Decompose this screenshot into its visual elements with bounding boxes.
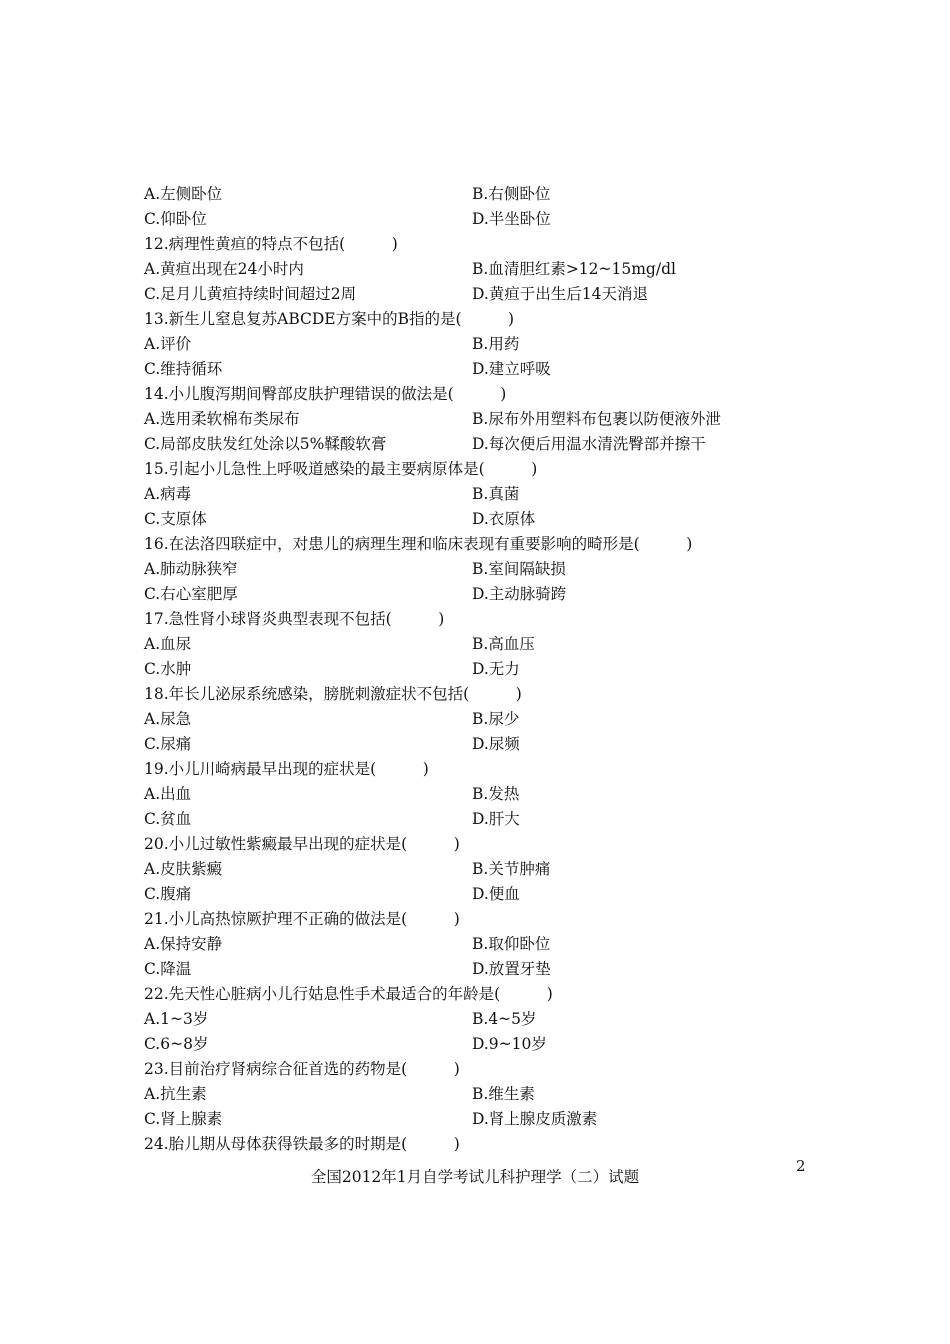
option-left: C.右心室肥厚 (144, 585, 238, 603)
question-text: 21.小儿高热惊厥护理不正确的做法是( ) (144, 910, 460, 928)
option-left: A.血尿 (144, 635, 192, 653)
question-text: 23.目前治疗肾病综合征首选的药物是( ) (144, 1060, 460, 1078)
option-left: A.黄疸出现在24小时内 (144, 260, 304, 278)
question-row (144, 832, 844, 857)
question-text: 22.先天性心脏病小儿行姑息性手术最适合的年龄是( ) (144, 985, 553, 1003)
option-right: D.便血 (472, 885, 520, 903)
option-left: C.支原体 (144, 510, 207, 528)
options-row (144, 582, 844, 607)
question-text: 16.在法洛四联症中，对患儿的病理生理和临床表现有重要影响的畸形是( ) (144, 535, 693, 553)
option-left: A.1~3岁 (144, 1010, 209, 1028)
option-left: C.水肿 (144, 660, 192, 678)
question-row (144, 457, 844, 482)
option-left: A.出血 (144, 785, 192, 803)
option-right: D.半坐卧位 (472, 210, 551, 228)
option-right: D.9~10岁 (472, 1035, 547, 1053)
option-left: C.6~8岁 (144, 1035, 209, 1053)
option-right: B.高血压 (472, 635, 535, 653)
question-row (144, 232, 844, 257)
options-row (144, 432, 844, 457)
option-right: D.黄疸于出生后14天消退 (472, 285, 649, 303)
option-left: A.病毒 (144, 485, 192, 503)
option-left: A.评价 (144, 335, 192, 353)
option-right: D.肾上腺皮质激素 (472, 1110, 598, 1128)
option-left: A.选用柔软棉布类尿布 (144, 410, 300, 428)
option-left: C.局部皮肤发红处涂以5%鞣酸软膏 (144, 435, 387, 453)
question-row (144, 307, 844, 332)
question-row (144, 982, 844, 1007)
options-row (144, 257, 844, 282)
options-row (144, 207, 844, 232)
option-left: A.保持安静 (144, 935, 223, 953)
options-row (144, 932, 844, 957)
options-row (144, 407, 844, 432)
option-right: D.衣原体 (472, 510, 536, 528)
options-row (144, 557, 844, 582)
option-left: A.左侧卧位 (144, 185, 223, 203)
options-row (144, 732, 844, 757)
option-left: C.降温 (144, 960, 192, 978)
option-right: B.用药 (472, 335, 520, 353)
question-text: 12.病理性黄疸的特点不包括( ) (144, 235, 398, 253)
options-row (144, 357, 844, 382)
option-right: D.放置牙垫 (472, 960, 551, 978)
options-row (144, 632, 844, 657)
page-number: 2 (796, 1157, 806, 1175)
page-footer: 全国2012年1月自学考试儿科护理学（二）试题 (310, 1168, 640, 1186)
question-text: 24.胎儿期从母体获得铁最多的时期是( ) (144, 1135, 460, 1153)
option-right: B.尿布外用塑料布包裹以防便液外泄 (472, 410, 721, 428)
option-right: B.血清胆红素>12~15mg/dl (472, 260, 676, 278)
options-row (144, 657, 844, 682)
option-left: C.仰卧位 (144, 210, 207, 228)
options-row (144, 282, 844, 307)
question-text: 18.年长儿泌尿系统感染，膀胱刺激症状不包括( ) (144, 685, 522, 703)
option-right: B.尿少 (472, 710, 520, 728)
question-row (144, 382, 844, 407)
options-row (144, 1032, 844, 1057)
options-row (144, 857, 844, 882)
question-text: 19.小儿川崎病最早出现的症状是( ) (144, 760, 429, 778)
options-row (144, 807, 844, 832)
option-left: C.维持循环 (144, 360, 223, 378)
options-row (144, 882, 844, 907)
question-text: 20.小儿过敏性紫癜最早出现的症状是( ) (144, 835, 460, 853)
question-text: 15.引起小儿急性上呼吸道感染的最主要病原体是( ) (144, 460, 538, 478)
options-row (144, 507, 844, 532)
question-row (144, 1057, 844, 1082)
option-right: B.发热 (472, 785, 520, 803)
option-left: C.尿痛 (144, 735, 192, 753)
question-row (144, 532, 844, 557)
option-left: A.皮肤紫癜 (144, 860, 223, 878)
options-row (144, 707, 844, 732)
option-left: C.足月儿黄疸持续时间超过2周 (144, 285, 357, 303)
option-right: D.尿频 (472, 735, 520, 753)
option-right: D.肝大 (472, 810, 520, 828)
options-row (144, 1107, 844, 1132)
options-row (144, 782, 844, 807)
option-right: B.右侧卧位 (472, 185, 551, 203)
option-left: A.抗生素 (144, 1085, 207, 1103)
options-row (144, 482, 844, 507)
options-row (144, 1082, 844, 1107)
option-left: A.尿急 (144, 710, 192, 728)
options-row (144, 332, 844, 357)
question-row (144, 757, 844, 782)
question-text: 17.急性肾小球肾炎典型表现不包括( ) (144, 610, 445, 628)
question-row (144, 1132, 844, 1157)
option-right: D.主动脉骑跨 (472, 585, 567, 603)
options-row (144, 957, 844, 982)
option-left: C.贫血 (144, 810, 192, 828)
question-text: 13.新生儿窒息复苏ABCDE方案中的B指的是( ) (144, 310, 515, 328)
options-row (144, 1007, 844, 1032)
option-right: D.每次便后用温水清洗臀部并擦干 (472, 435, 706, 453)
exam-content (144, 182, 844, 1157)
option-left: C.腹痛 (144, 885, 192, 903)
option-right: B.维生素 (472, 1085, 535, 1103)
option-left: A.肺动脉狭窄 (144, 560, 238, 578)
option-right: D.无力 (472, 660, 520, 678)
option-right: B.室间隔缺损 (472, 560, 566, 578)
question-row (144, 607, 844, 632)
question-text: 14.小儿腹泻期间臀部皮肤护理错误的做法是( ) (144, 385, 507, 403)
question-row (144, 907, 844, 932)
option-right: B.4~5岁 (472, 1010, 537, 1028)
option-right: D.建立呼吸 (472, 360, 551, 378)
question-row (144, 682, 844, 707)
option-right: B.真菌 (472, 485, 520, 503)
options-row (144, 182, 844, 207)
option-right: B.取仰卧位 (472, 935, 551, 953)
option-left: C.肾上腺素 (144, 1110, 223, 1128)
option-right: B.关节肿痛 (472, 860, 551, 878)
